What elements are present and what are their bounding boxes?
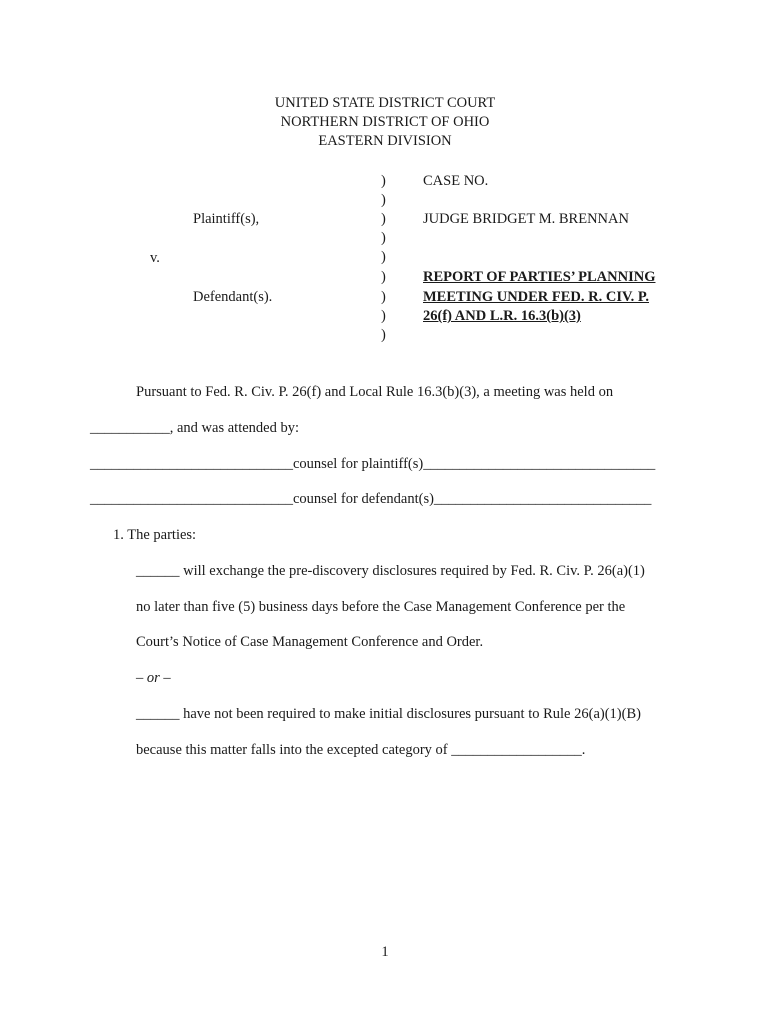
caption-paren: ) — [381, 327, 386, 343]
court-name: UNITED STATE DISTRICT COURT — [274, 95, 496, 111]
caption-paren: ) — [381, 289, 386, 305]
disclosure-option-2-line1: ______ have not been required to make initial disclosures pursuant to Rule 26(a)(1)(B) — [136, 706, 641, 722]
or-separator: – or – — [136, 670, 171, 686]
page-number: 1 — [381, 944, 389, 960]
report-title-line2: MEETING UNDER FED. R. CIV. P. — [423, 289, 649, 305]
versus-label: v. — [150, 250, 160, 266]
caption-paren: ) — [381, 211, 386, 227]
disclosure-option-2-line2: because this matter falls into the excepted category of __________________. — [136, 742, 586, 758]
caption-paren: ) — [381, 173, 386, 189]
judge-name: JUDGE BRIDGET M. BRENNAN — [423, 211, 629, 227]
disclosure-option-1-line1: ______ will exchange the pre-discovery disclosures required by Fed. R. Civ. P. 26(a)(1) — [136, 563, 645, 579]
case-number-label: CASE NO. — [423, 173, 489, 189]
caption-paren: ) — [381, 230, 386, 246]
counsel-defendant-line: ____________________________counsel for defendant(s)______________________________ — [90, 491, 652, 507]
plaintiff-label: Plaintiff(s), — [193, 211, 260, 227]
disclosure-option-1-line3: Court’s Notice of Case Management Conference and Order. — [136, 634, 484, 650]
meeting-date-line: ___________, and was attended by: — [90, 420, 300, 436]
item-1-heading: 1. The parties: — [113, 527, 197, 543]
intro-paragraph: Pursuant to Fed. R. Civ. P. 26(f) and Local Rule 16.3(b)(3), a meeting was held on — [136, 384, 614, 400]
division-name: EASTERN DIVISION — [318, 133, 452, 149]
caption-paren: ) — [381, 249, 386, 265]
report-title-line3: 26(f) AND L.R. 16.3(b)(3) — [423, 308, 581, 324]
caption-paren: ) — [381, 192, 386, 208]
report-title-line1: REPORT OF PARTIES’ PLANNING — [423, 269, 656, 285]
caption-paren: ) — [381, 269, 386, 285]
caption-paren: ) — [381, 308, 386, 324]
counsel-plaintiff-line: ____________________________counsel for plaintiff(s)________________________________ — [90, 456, 656, 472]
defendant-label: Defendant(s). — [193, 289, 273, 305]
district-name: NORTHERN DISTRICT OF OHIO — [280, 114, 490, 130]
disclosure-option-1-line2: no later than five (5) business days before the Case Management Conference per the — [136, 599, 626, 615]
